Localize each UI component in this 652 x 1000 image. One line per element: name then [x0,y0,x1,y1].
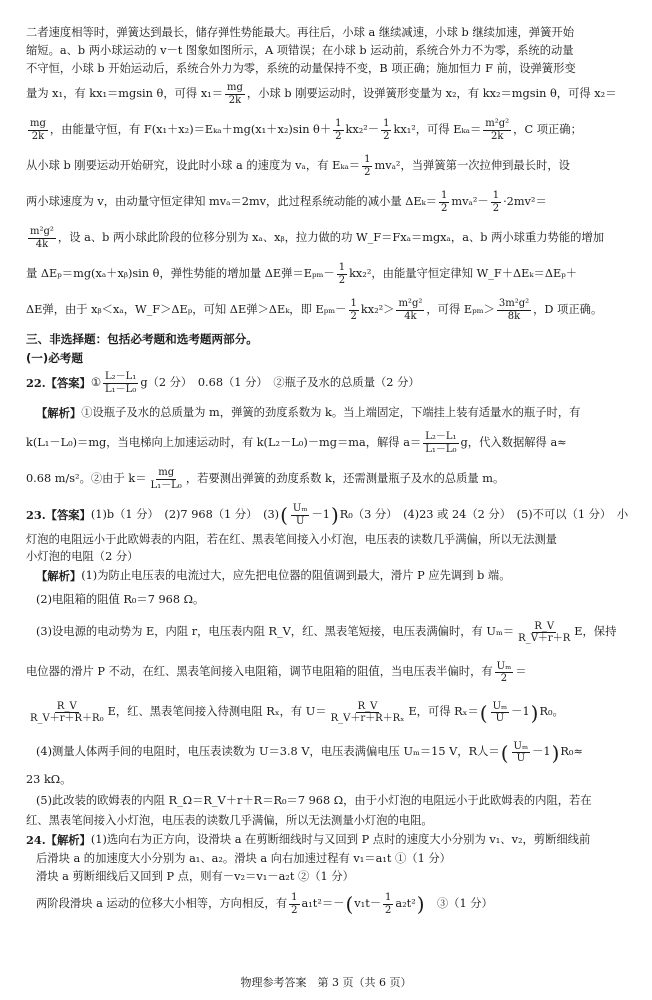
fraction: $\frac{1}{2}$ [383,118,390,142]
fraction: $\frac{1}{2}$ [364,154,371,178]
fraction: $\frac{1}{2}$ [291,892,298,916]
text-line: 23 kΩ。 [26,772,72,786]
fraction: $\frac{\text{Uₘ}}{2}$ [496,660,512,685]
text-line: 缩短。a、b 两小球运动的 v－t 图象如图所示，A 项错误；在小球 b 运动前，系统合外力不为零，系统的动量 [26,44,574,58]
fraction: $\frac{\text{Uₘ}}{U}$ [292,503,308,527]
q22-analysis: 【解析】 ①设瓶子及水的总质量为 m，弹簧的劲度系数为 k。当上端固定，下端挂上装有适量水的瓶子时，有 [36,406,581,421]
fraction: $\frac{mg}{2k}$ [227,82,243,106]
text-line: (2)电阻箱的阻值 R₀＝7 968 Ω。 [36,593,205,607]
q23-answer: 23. 【答案】 (1)b（1 分） (2)7 968（1 分） (3) ( $\frac{\text{Uₘ}}{U}$ －1 ) R₀（3 分） (4)23 或 24（2 分） (5)不可以（1 分） 小 [26,503,629,528]
section-heading: 三、非选择题：包括必考题和选考题两部分。 [26,332,258,347]
fraction: $\frac{\text{m²g²}}{4k}$ [398,298,423,322]
fraction: $\frac{\text{L₂－L₁}}{\text{L₁－L₀}}$ [425,431,457,455]
formula-line: k(L₁－L₀)＝mg，当电梯向上加速运动时，有 k(L₂－L₀)－mg＝ma，解得 a＝ $\frac{\text{L₂－L₁}}{\text{L₁－L₀}}$ g，代入数据解得 a≈ [26,431,567,455]
formula-line: 量为 x₁，有 kx₁＝mgsin θ，可得 x₁＝ $\frac{mg}{2k}$ ，小球 b 刚要运动时，设弹簧形变量为 x₂，有 kx₂＝mgsin θ，可得 x₂＝ [26,82,617,106]
fraction: $\frac{1}{2}$ [335,118,342,142]
text-line: 二者速度相等时，弹簧达到最长，储存弹性势能最大。再往后，小球 a 继续减速，小球 b 继续加速，弹簧开始 [26,26,574,39]
q23-analysis: 【解析】 (1)为防止电压表的电流过大，应先把电位器的阻值调到最大，滑片 P 应先调到 b 端。 [36,569,511,584]
formula-line: $\frac{\text{m²g²}}{4k}$ ，设 a、b 两小球此阶段的位移分别为 xₐ、xᵦ，拉力做的功 W_F＝Fxₐ＝mgxₐ，a、b 两小球重力势能的增加 [30,226,605,250]
fraction: $\frac{\text{Uₘ}}{U}$ [513,740,529,765]
formula-line: 两小球速度为 v，由动量守恒定律知 mvₐ＝2mv，此过程系统动能的减小量 ΔEₖ＝ $\frac{1}{2}$ mvₐ²－ $\frac{1}{2}$ ·2mv²＝ [26,190,547,214]
formula-line: 两阶段滑块 a 运动的位移大小相等，方向相反，有 $\frac{1}{2}$ a₁t²＝－ ( v₁t－ $\frac{1}{2}$ a₂t² ) ③（1 分） [36,892,493,917]
formula-line: 量 ΔEₚ＝mg(xₐ＋xᵦ)sin θ，弹性势能的增加量 ΔE弹＝Eₚₘ－ $\frac{1}{2}$ kx₂²，由能量守恒定律知 W_F＋ΔEₖ＝ΔEₚ＋ [26,262,578,286]
fraction: $\frac{\text{m²g²}}{4k}$ [30,226,54,250]
page-footer: 物理参考答案 第 3 页（共 6 页） [240,976,412,989]
formula-line: (4)测量人体两手间的电阻时，电压表读数为 U＝3.8 V，电压表满偏电压 Uₘ＝15 V，R人＝ ( $\frac{\text{Uₘ}}{U}$ －1 ) R₀≈ [36,740,583,765]
formula-line: (3)设电源的电动势为 E，内阻 r，电压表内阻 R_V，红、黑表笔短接，电压表满偏时，有 Uₘ＝ $\frac{R\_V}{R\_V+r+R}$ E，保持 [36,620,617,645]
fraction: $\frac{R\_V}{\text{R\_V＋r＋R＋R₀}}$ [30,700,104,725]
text-line: 不守恒，小球 b 开始运动后，系统合外力为零，系统的动量保持不变，B 项正确；施加恒力 F 前，设弹簧形变 [26,62,576,76]
fraction: $\frac{1}{2}$ [385,892,392,916]
q24-analysis: 24. 【解析】 (1)选向右为正方向，设滑块 a 在剪断细线时与又回到 P 点时的速度大小分别为 v₁、v₂，剪断细线前 [26,832,591,847]
text-line: 灯泡的电阻远小于此欧姆表的内阻，若在红、黑表笔间接入小灯泡，电压表的读数几乎满偏，所以无法测量 [26,533,557,547]
formula-line: ΔE弹，由于 xᵦ＜xₐ，W_F＞ΔEₚ，可知 ΔE弹＞ΔEₖ，即 Eₚₘ－ $\frac{1}{2}$ kx₂²＞ $\frac{\text{m²g²}}{4k}$ ，可得 Eₚₘ＞ $\frac{\text{3m²g²}}{8k}$ ，D 项正确。 [26,298,603,322]
text-line: 后滑块 a 的加速度大小分别为 a₁、a₂。滑块 a 向右加速过程有 v₁＝a₁t ①（1 分） [36,851,451,865]
formula-line: 电位器的滑片 P 不动，在红、黑表笔间接入电阻箱，调节电阻箱的阻值，当电压表半偏时，有 $\frac{\text{Uₘ}}{2}$ ＝ [26,660,527,685]
formula-line: 从小球 b 刚要运动开始研究，设此时小球 a 的速度为 vₐ，有 Eₖₐ＝ $\frac{1}{2}$ mvₐ²，当弹簧第一次拉伸到最长时，设 [26,154,570,178]
text-line: (5)此改装的欧姆表的内阻 R_Ω＝R_V＋r＋R＝R₀＝7 968 Ω，由于小灯泡的电阻远小于此欧姆表的内阻，若在 [36,793,592,807]
fraction: $\frac{1}{2}$ [492,190,500,214]
text-line: 红、黑表笔间接入小灯泡，电压表的读数几乎满偏，所以无法测量小灯泡的电阻。 [26,813,433,827]
q22-answer: 22. 【答案】 ① $\frac{\text{L₂－L₁}}{\text{L₁－L₀}}$ g（2 分） 0.68（1 分） ②瓶子及水的总质量（2 分） [26,371,420,395]
fraction: $\frac{1}{2}$ [441,190,448,214]
fraction: $\frac{\text{L₂－L₁}}{\text{L₁－L₀}}$ [105,371,137,395]
fraction: $\frac{R\_V}{R\_V+r+R}$ [518,620,571,645]
formula-line: $\frac{mg}{2k}$ ，由能量守恒，有 F(x₁＋x₂)＝Eₖₐ＋mg(x₁＋x₂)sin θ＋ $\frac{1}{2}$ kx₂²－ $\frac{1}{2}$ kx₁²，可得 Eₖₐ＝ $\frac{\text{m²g²}}{2k}$ ，C 项正确； [30,118,582,142]
fraction: $\frac{\text{3m²g²}}{8k}$ [498,298,530,322]
fraction: $\frac{mg}{2k}$ [30,118,46,142]
formula-line: 0.68 m/s²。②由于 k＝ $\frac{mg}{\text{L₁－L₀}}$ ，若要测出弹簧的劲度系数 k，还需测量瓶子及水的总质量 m。 [26,467,505,491]
fraction: $\frac{\text{m²g²}}{2k}$ [485,118,510,142]
fraction: $\frac{1}{2}$ [350,298,357,322]
fraction: $\frac{\text{Uₘ}}{U}$ [492,700,508,725]
text-line: 滑块 a 剪断细线后又回到 P 点，则有－v₂＝v₁－a₂t ②（1 分） [36,869,354,883]
formula-line: $\frac{R\_V}{\text{R\_V＋r＋R＋R₀}}$ E，红、黑表笔间接入待测电阻 Rₓ，有 U＝ $\frac{R\_V}{\text{R\_V＋r＋R＋Rₓ}}$ E，可得 Rₓ＝ ( $\frac{\text{Uₘ}}{U}$ －1 ) R₀。 [30,700,564,725]
fraction: $\frac{1}{2}$ [338,262,346,286]
section-subheading: (一)必考题 [26,350,83,365]
fraction: $\frac{R\_V}{\text{R\_V＋r＋R＋Rₓ}}$ [330,700,405,725]
text-line: 小灯泡的电阻（2 分） [26,550,139,564]
fraction: $\frac{mg}{\text{L₁－L₀}}$ [150,467,182,491]
